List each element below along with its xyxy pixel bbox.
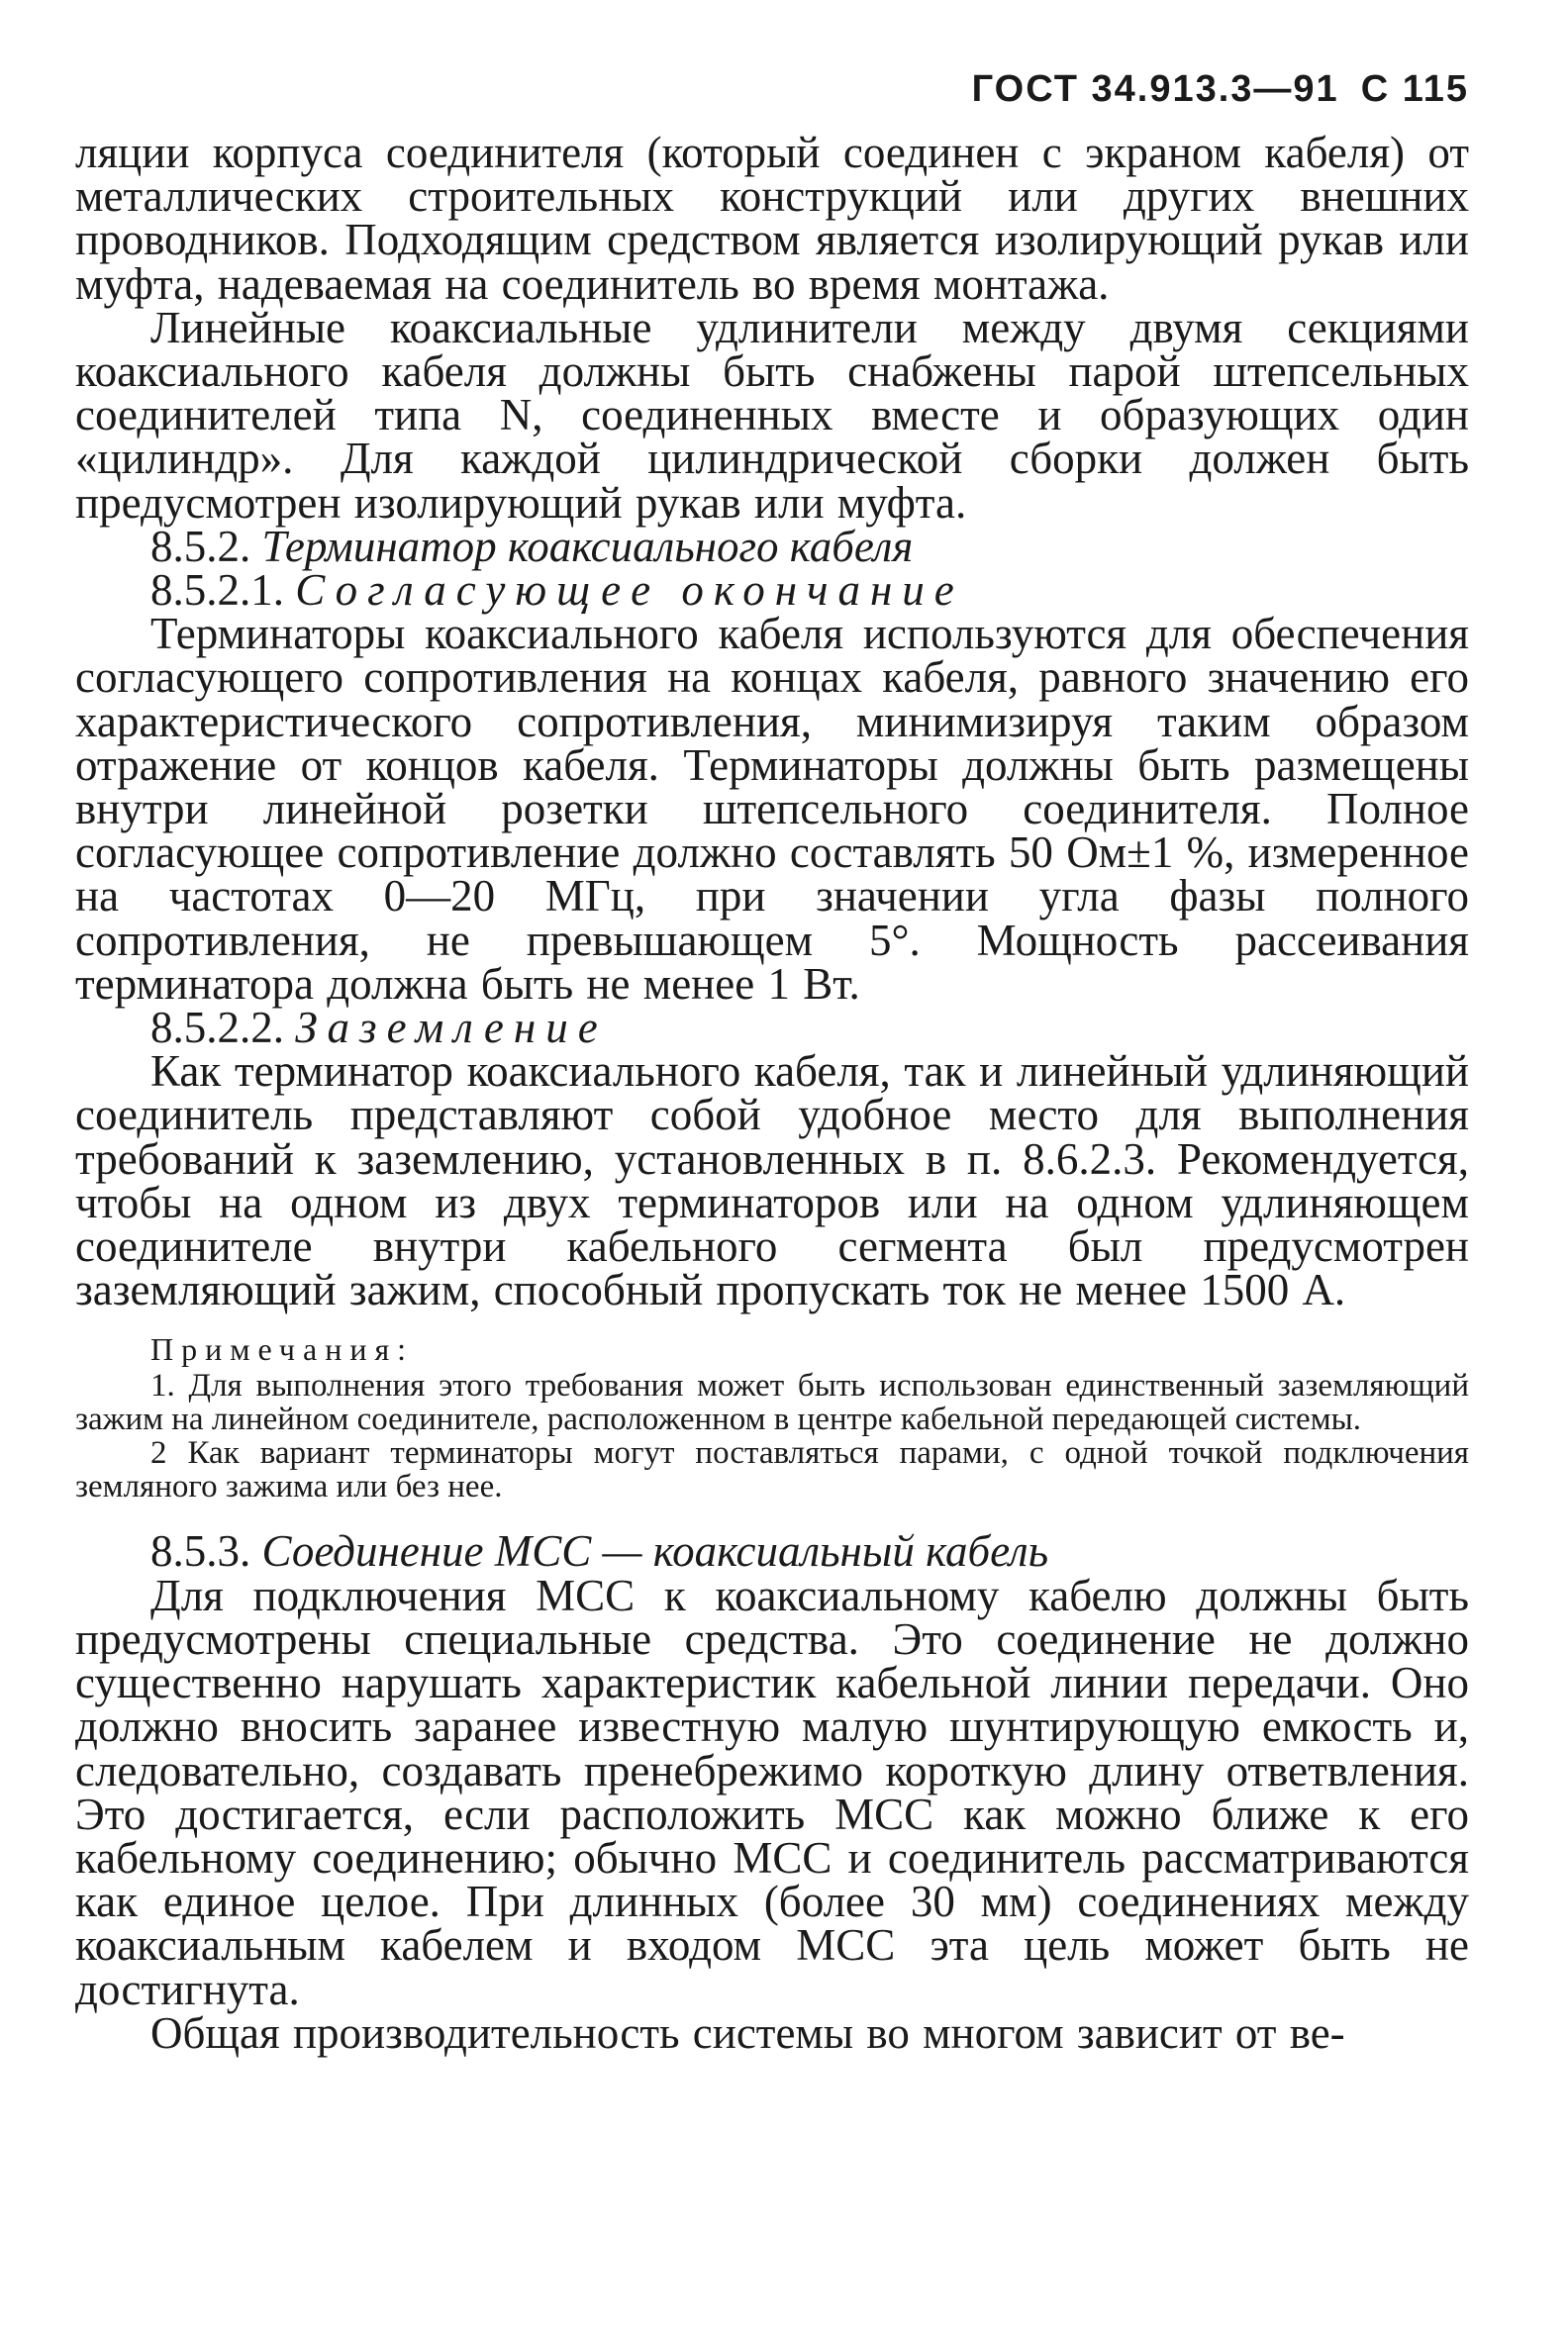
page-header bbox=[75, 61, 1469, 117]
notes-title: Примечания: bbox=[150, 1331, 415, 1368]
section-number: 8.5.2.2. bbox=[150, 1003, 284, 1053]
section-heading-8-5-2-1 bbox=[75, 565, 1469, 616]
section-title: Заземление bbox=[295, 1003, 608, 1053]
page-number: С 115 bbox=[1360, 68, 1469, 110]
section-heading-8-5-2 bbox=[75, 521, 1469, 571]
section-title: Терминатор коаксиального кабеля bbox=[261, 521, 914, 571]
paragraph-mcc-connection: Для подключения МСС к коаксиальному кабелю должны быть предусмотрены специальные средства. Это соединение не должно существенно нарушать характеристик кабельной линии передачи. Оно должно вносить заранее известную малую шунтирующую емкость и, следовательно, создавать пренебрежимо короткую длину ответвления. Это достигается, если расположить МСС как можно ближе к его кабельному соединению; обычно МСС и соединитель рассматриваются как единое целое. При длинных (более 30 мм) соединениях между коаксиальным кабелем и входом МСС эта цель может быть не достигнута. bbox=[75, 1570, 1469, 2014]
paragraph-performance: Общая производительность системы во многом зависит от ве- bbox=[150, 2007, 1345, 2058]
section-number: 8.5.2.1. bbox=[150, 565, 284, 616]
paragraph-line-extenders: Линейные коаксиальные удлинители между двумя секциями коаксиального кабеля должны быть снабжены парой штепсельных соединителей типа N, соединенных вместе и образующих один «цилиндр». Для каждой цилиндрической сборки должен быть предусмотрен изолирующий рукав или муфта. bbox=[75, 302, 1469, 528]
section-title: Согласующее окончание bbox=[295, 565, 964, 616]
section-number: 8.5.2. bbox=[150, 521, 251, 571]
paragraph-matching-termination: Терминаторы коаксиального кабеля используются для обеспечения согласующего сопротивления на концах кабеля, равного значению его характеристического сопротивления, минимизируя таким образом отражение от концов кабеля. Терминаторы должны быть размещены внутри линейной розетки штепсельного соединителя. Полное согласующее сопротивление должно составлять 50 Ом±1 %, измеренное на частотах 0—20 МГц, при значении угла фазы полного сопротивления, не превышающем 5°. Мощность рассеивания терминатора должна быть не менее 1 Вт. bbox=[75, 609, 1469, 1009]
section-title: Соединение МСС — коаксиальный кабель bbox=[261, 1526, 1049, 1577]
standard-number: ГОСТ 34.913.3—91 bbox=[971, 68, 1339, 110]
section-heading-8-5-2-2 bbox=[75, 1003, 1469, 1053]
paragraph-continued: ляции корпуса соединителя (который соединен с экраном кабеля) от металлических строительных конструкций или других внешних проводников. Подходящим средством является изолирующий рукав или муфта, надеваемая на соединитель во время монтажа. bbox=[75, 128, 1469, 309]
paragraph-grounding: Как терминатор коаксиального кабеля, так и линейный удлиняющий соединитель представляют собой удобное место для выполнения требований к заземлению, установленных в п. 8.6.2.3. Рекомендуется, чтобы на одном из двух терминаторов или на одном удлиняющем соединителе внутри кабельного сегмента был предусмотрен заземляющий зажим, способный пропускать ток не менее 1500 А. bbox=[75, 1046, 1469, 1315]
note-item: 1. Для выполнения этого требования может быть использован единственный заземляющий зажим на линейном соединителе, расположенном в центре кабельной передающей системы. bbox=[75, 1368, 1469, 1438]
section-heading-8-5-3 bbox=[75, 1526, 1469, 1577]
note-item: 2 Как вариант терминаторы могут поставляться парами, с одной точкой подключения земляного зажима или без нее. bbox=[75, 1435, 1469, 1505]
section-number: 8.5.3. bbox=[150, 1526, 251, 1577]
